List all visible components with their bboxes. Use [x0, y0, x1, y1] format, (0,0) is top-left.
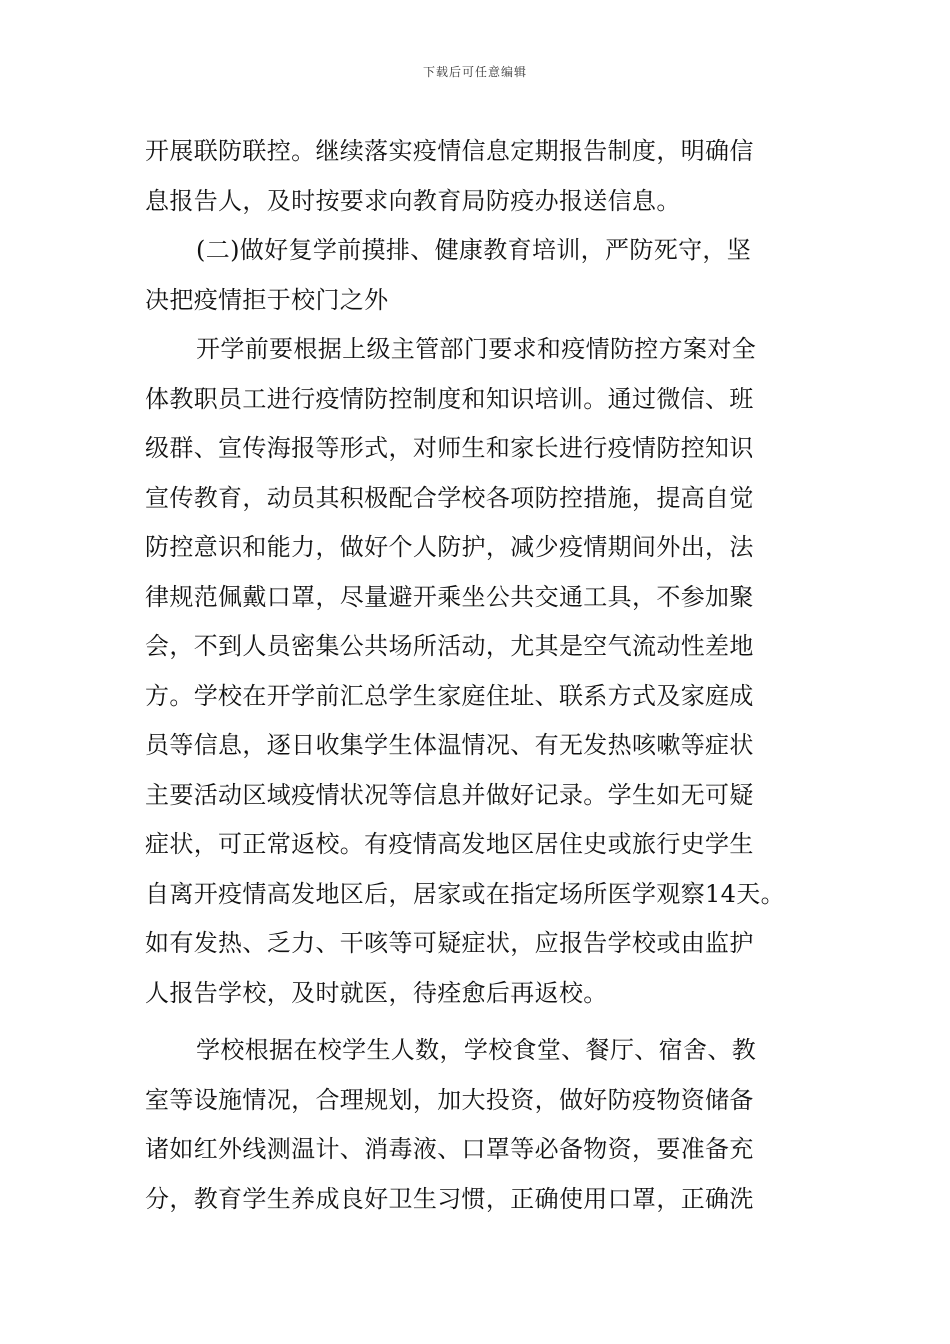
page-header: 下载后可任意编辑 [422, 65, 527, 79]
text-line: 分，教育学生养成良好卫生习惯，正确使用口罩，正确洗 [145, 1184, 754, 1213]
section-heading-line: (二)做好复学前摸排、健康教育培训，严防死守，坚 [196, 236, 752, 264]
text-line: 方。学校在开学前汇总学生家庭住址、联系方式及家庭成 [145, 681, 754, 710]
text-line: 会，不到人员密集公共场所活动，尤其是空气流动性差地 [145, 632, 754, 660]
text-line: 防控意识和能力，做好个人防护，减少疫情期间外出，法 [145, 533, 754, 561]
text-line: 诸如红外线测温计、消毒液、口罩等必备物资，要准备充 [145, 1135, 754, 1163]
text-line: 息报告人，及时按要求向教育局防疫办报送信息。 [145, 186, 681, 215]
section-heading-line: 决把疫情拒于校门之外 [145, 285, 389, 314]
text-line: 主要活动区域疫情状况等信息并做好记录。学生如无可疑 [145, 780, 754, 809]
text-line: 律规范佩戴口罩，尽量避开乘坐公共交通工具，不参加聚 [145, 582, 754, 611]
text-line: 开展联防联控。继续落实疫情信息定期报告制度，明确信 [145, 137, 754, 165]
text-line: 级群、宣传海报等形式，对师生和家长进行疫情防控知识 [145, 434, 754, 462]
text-line: 体教职员工进行疫情防控制度和知识培训。通过微信、班 [145, 384, 754, 413]
text-line: 人报告学校，及时就医，待痊愈后再返校。 [145, 978, 608, 1007]
text-line: 症状，可正常返校。有疫情高发地区居住史或旅行史学生 [145, 830, 754, 858]
text-line: 开学前要根据上级主管部门要求和疫情防控方案对全 [196, 335, 757, 363]
text-line: 室等设施情况，合理规划，加大投资，做好防疫物资储备 [145, 1085, 754, 1114]
text-line: 宣传教育，动员其积极配合学校各项防控措施，提高自觉 [145, 483, 754, 512]
paragraph-gap [145, 1018, 825, 1026]
text-line: 学校根据在校学生人数，学校食堂、餐厅、宿舍、教 [196, 1036, 757, 1064]
text-line: 如有发热、乏力、干咳等可疑症状，应报告学校或由监护 [145, 929, 754, 957]
text-line: 员等信息，逐日收集学生体温情况、有无发热咳嗽等症状 [145, 731, 754, 759]
document-body [145, 127, 825, 1224]
text-line: 自离开疫情高发地区后，居家或在指定场所医学观察14天。 [145, 879, 785, 908]
